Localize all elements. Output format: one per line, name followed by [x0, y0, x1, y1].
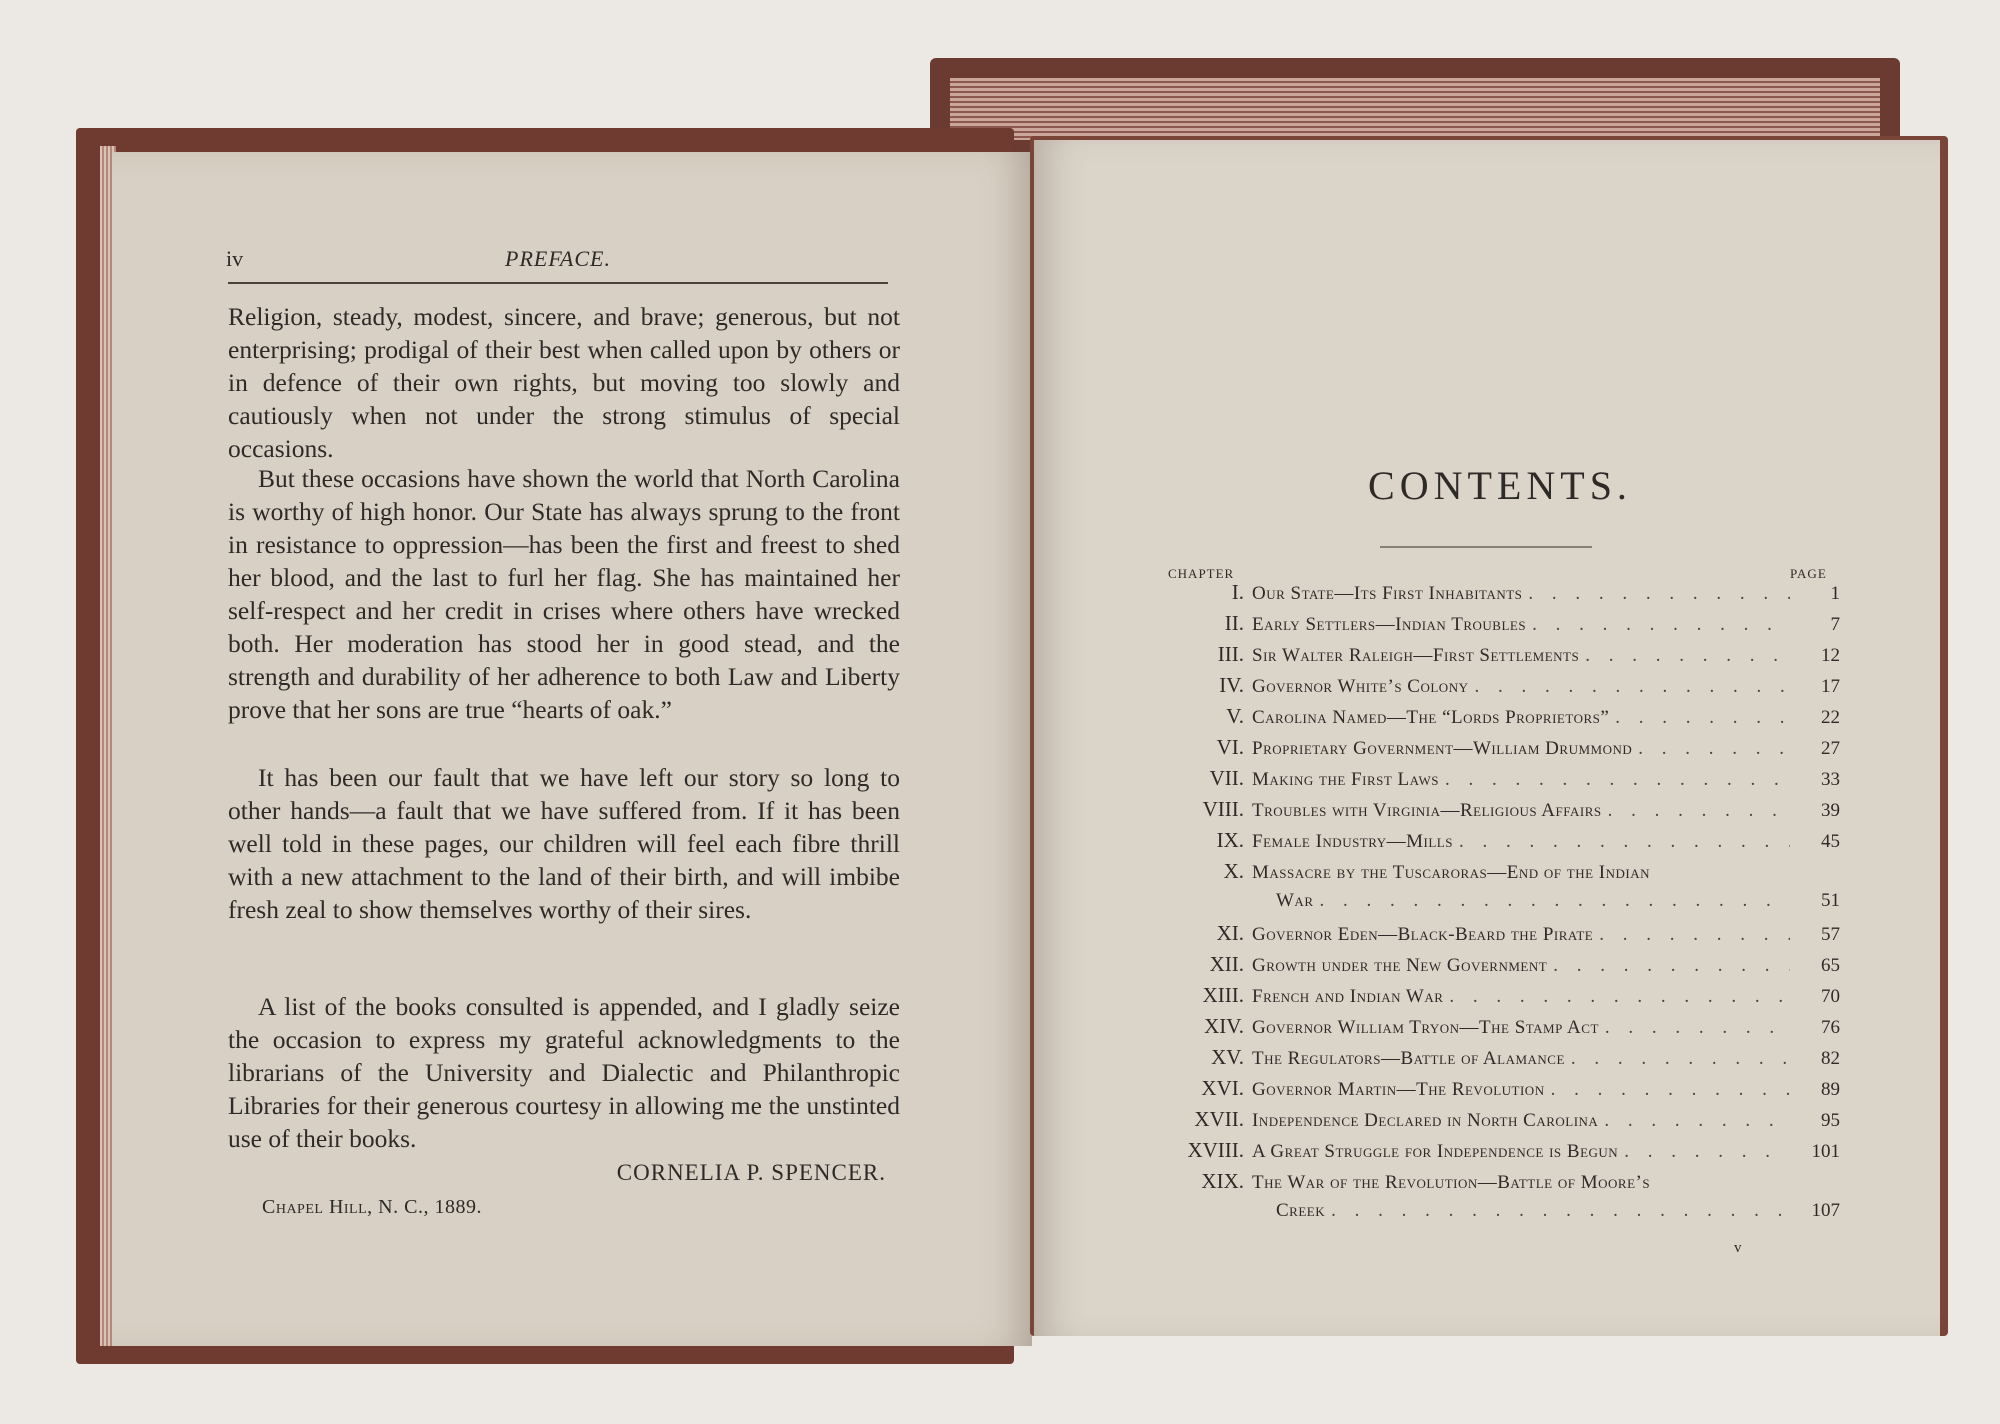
- toc-chapter-numeral: IX.: [1216, 828, 1244, 852]
- toc-chapter-numeral: XI.: [1216, 921, 1244, 945]
- toc-chapter-title: Sir Walter Raleigh—First Settlements: [1252, 645, 1580, 666]
- toc-entry-title-wrap: [1252, 955, 1790, 977]
- toc-leader-dots: [1459, 831, 1790, 853]
- toc-leader-dots: [1571, 1048, 1790, 1070]
- toc-chapter-numeral: XIII.: [1202, 983, 1244, 1007]
- toc-page-number: 65: [1821, 955, 1840, 976]
- toc-entry: [1160, 890, 1840, 921]
- toc-page-number: 1: [1830, 583, 1840, 604]
- toc-leader-dots: [1605, 1017, 1790, 1039]
- table-of-contents: [1160, 580, 1840, 1231]
- toc-leader-dots: [1553, 955, 1790, 977]
- toc-entry: [1160, 735, 1840, 766]
- toc-chapter-title: Growth under the New Government: [1252, 955, 1548, 976]
- toc-entry-title-wrap: [1252, 707, 1790, 729]
- toc-leader-dots: [1624, 1141, 1790, 1163]
- toc-leader-dots: [1532, 614, 1790, 636]
- toc-chapter-title: Female Industry—Mills: [1252, 831, 1453, 852]
- toc-entry-title-wrap: [1252, 1172, 1790, 1194]
- place-date: Chapel Hill, N. C., 1889.: [262, 1196, 482, 1218]
- toc-leader-dots: [1320, 890, 1791, 912]
- toc-entry-title-wrap: [1252, 1079, 1790, 1101]
- toc-entry: [1160, 1014, 1840, 1045]
- toc-chapter-title: Governor Eden—Black-Beard the Pirate: [1252, 924, 1594, 945]
- running-head-title: PREFACE.: [505, 246, 611, 271]
- toc-page-number: 17: [1821, 676, 1840, 697]
- toc-page-number: 101: [1811, 1141, 1840, 1162]
- toc-chapter-title: War: [1276, 890, 1314, 911]
- toc-entry-title-wrap: [1252, 583, 1790, 605]
- toc-entry: [1160, 1200, 1840, 1231]
- toc-page-number: 12: [1821, 645, 1840, 666]
- toc-leader-dots: [1608, 800, 1790, 822]
- toc-chapter-numeral: XIX.: [1201, 1169, 1244, 1193]
- toc-chapter-numeral: VII.: [1209, 766, 1244, 790]
- contents-rule: [1380, 546, 1592, 548]
- toc-chapter-numeral: I.: [1231, 580, 1244, 604]
- toc-entry: [1160, 1045, 1840, 1076]
- toc-leader-dots: [1604, 1110, 1790, 1132]
- toc-chapter-numeral: XVII.: [1194, 1107, 1244, 1131]
- toc-entry-title-wrap: [1252, 890, 1790, 912]
- toc-chapter-numeral: III.: [1217, 642, 1244, 666]
- toc-leader-dots: [1331, 1200, 1790, 1222]
- toc-chapter-numeral: VIII.: [1202, 797, 1244, 821]
- toc-chapter-numeral: X.: [1223, 859, 1244, 883]
- toc-entry-title-wrap: [1252, 769, 1790, 791]
- toc-chapter-title: Governor William Tryon—The Stamp Act: [1252, 1017, 1599, 1038]
- toc-entry: [1160, 1107, 1840, 1138]
- toc-page-number: 89: [1821, 1079, 1840, 1100]
- toc-entry: [1160, 1138, 1840, 1169]
- toc-page-number: 76: [1821, 1017, 1840, 1038]
- toc-entry-title-wrap: [1252, 1200, 1790, 1222]
- folio: v: [1734, 1240, 1742, 1256]
- toc-entry-title-wrap: [1252, 1048, 1790, 1070]
- toc-chapter-numeral: IV.: [1219, 673, 1244, 697]
- toc-chapter-numeral: II.: [1224, 611, 1244, 635]
- toc-page-number: 82: [1821, 1048, 1840, 1069]
- toc-entry-title-wrap: [1252, 738, 1790, 760]
- toc-chapter-title: Carolina Named—The “Lords Proprietors”: [1252, 707, 1610, 728]
- toc-leader-dots: [1615, 707, 1790, 729]
- toc-chapter-numeral: V.: [1226, 704, 1244, 728]
- preface-paragraph-1: Religion, steady, modest, sincere, and brave; generous, but not enterprising; prodigal of their best when called upon by others or in defence of their own rights, but moving too slowly and cautiously when not under the strong stimulus of special occasions.: [228, 302, 900, 463]
- toc-chapter-numeral: XV.: [1211, 1045, 1244, 1069]
- toc-leader-dots: [1585, 645, 1790, 667]
- preface-paragraph-2: But these occasions have shown the world that North Carolina is worthy of high honor. Our State has always sprung to the front in resistance to oppression—has been the first and freest to shed her blood, and the last to furl her flag. She has maintained her self-respect and her credit in crises where others have wrecked both. Her moderation has stood her in good stead, and the strength and durability of her adherence to both Law and Liberty prove that her sons are true “hearts of oak.”: [228, 464, 900, 724]
- toc-page-number: 45: [1821, 831, 1840, 852]
- running-head-rule: [228, 282, 888, 284]
- toc-entry: [1160, 673, 1840, 704]
- toc-page-number: 57: [1821, 924, 1840, 945]
- toc-chapter-numeral: XVIII.: [1187, 1138, 1244, 1162]
- toc-chapter-title: Early Settlers—Indian Troubles: [1252, 614, 1527, 635]
- toc-chapter-title: Governor Martin—The Revolution: [1252, 1079, 1545, 1100]
- toc-entry: [1160, 983, 1840, 1014]
- toc-entry: [1160, 828, 1840, 859]
- toc-chapter-title: The Regulators—Battle of Alamance: [1252, 1048, 1565, 1069]
- toc-leader-dots: [1638, 738, 1790, 760]
- toc-entry-title-wrap: [1252, 1110, 1790, 1132]
- toc-chapter-title: Independence Declared in North Carolina: [1252, 1110, 1599, 1131]
- toc-page-number: 27: [1821, 738, 1840, 759]
- toc-chapter-numeral: XIV.: [1204, 1014, 1244, 1038]
- toc-entry-title-wrap: [1252, 986, 1790, 1008]
- toc-leader-dots: [1449, 986, 1790, 1008]
- toc-leader-dots: [1474, 676, 1790, 698]
- contents-title: CONTENTS.: [1368, 463, 1632, 508]
- toc-entry: [1160, 1169, 1840, 1200]
- toc-entry-title-wrap: [1252, 614, 1790, 636]
- toc-chapter-title: Proprietary Government—William Drummond: [1252, 738, 1633, 759]
- toc-page-number: 51: [1821, 890, 1840, 911]
- toc-entry: [1160, 952, 1840, 983]
- toc-entry: [1160, 921, 1840, 952]
- toc-entry-title-wrap: [1252, 800, 1790, 822]
- toc-chapter-title: The War of the Revolution—Battle of Moore’s: [1252, 1172, 1651, 1193]
- preface-paragraph-3: It has been our fault that we have left our story so long to other hands—a fault that we have suffered from. If it has been well told in these pages, our children will feel each fibre thrill with a new attachment to the land of their birth, and will imbibe fresh zeal to show themselves worthy of their sires.: [228, 763, 900, 924]
- page-edges: [950, 78, 1880, 140]
- toc-entry: [1160, 859, 1840, 890]
- toc-chapter-numeral: XVI.: [1201, 1076, 1244, 1100]
- toc-entry-title-wrap: [1252, 676, 1790, 698]
- toc-page-number: 39: [1821, 800, 1840, 821]
- page-column-label: PAGE: [1790, 566, 1827, 581]
- toc-entry-title-wrap: [1252, 862, 1790, 884]
- toc-chapter-numeral: XII.: [1209, 952, 1244, 976]
- toc-entry-title-wrap: [1252, 1017, 1790, 1039]
- toc-chapter-title: Making the First Laws: [1252, 769, 1439, 790]
- toc-page-number: 107: [1811, 1200, 1840, 1221]
- toc-page-number: 95: [1821, 1110, 1840, 1131]
- toc-chapter-title: French and Indian War: [1252, 986, 1444, 1007]
- toc-chapter-title: Governor White’s Colony: [1252, 676, 1469, 697]
- preface-paragraph-4: A list of the books consulted is appended, and I gladly seize the occasion to express my grateful acknowledgments to the librarians of the University and Dialectic and Philanthropic Libraries for their generous courtesy in allowing me the unstinted use of their books.: [228, 992, 900, 1153]
- toc-leader-dots: [1445, 769, 1790, 791]
- toc-leader-dots: [1528, 583, 1790, 605]
- toc-chapter-numeral: VI.: [1216, 735, 1244, 759]
- toc-entry-title-wrap: [1252, 831, 1790, 853]
- chapter-column-label: CHAPTER: [1168, 566, 1235, 581]
- toc-chapter-title: Massacre by the Tuscaroras—End of the Indian: [1252, 862, 1651, 883]
- toc-entry: [1160, 611, 1840, 642]
- toc-entry: [1160, 580, 1840, 611]
- running-head: [226, 246, 890, 272]
- toc-chapter-title: A Great Struggle for Independence is Begun: [1252, 1141, 1619, 1162]
- page-number: iv: [226, 246, 244, 271]
- toc-page-number: 70: [1821, 986, 1840, 1007]
- toc-chapter-title: Creek: [1276, 1200, 1326, 1221]
- toc-entry-title-wrap: [1252, 924, 1790, 946]
- toc-page-number: 7: [1830, 614, 1840, 635]
- toc-entry: [1160, 642, 1840, 673]
- toc-entry-title-wrap: [1252, 645, 1790, 667]
- toc-leader-dots: [1551, 1079, 1790, 1101]
- toc-page-number: 33: [1821, 769, 1840, 790]
- toc-entry: [1160, 1076, 1840, 1107]
- toc-chapter-title: Troubles with Virginia—Religious Affairs: [1252, 800, 1602, 821]
- toc-entry: [1160, 797, 1840, 828]
- toc-leader-dots: [1599, 924, 1790, 946]
- toc-entry: [1160, 704, 1840, 735]
- toc-entry-title-wrap: [1252, 1141, 1790, 1163]
- toc-entry: [1160, 766, 1840, 797]
- toc-page-number: 22: [1821, 707, 1840, 728]
- toc-chapter-title: Our State—Its First Inhabitants: [1252, 583, 1523, 604]
- author-signature: CORNELIA P. SPENCER.: [616, 1160, 886, 1185]
